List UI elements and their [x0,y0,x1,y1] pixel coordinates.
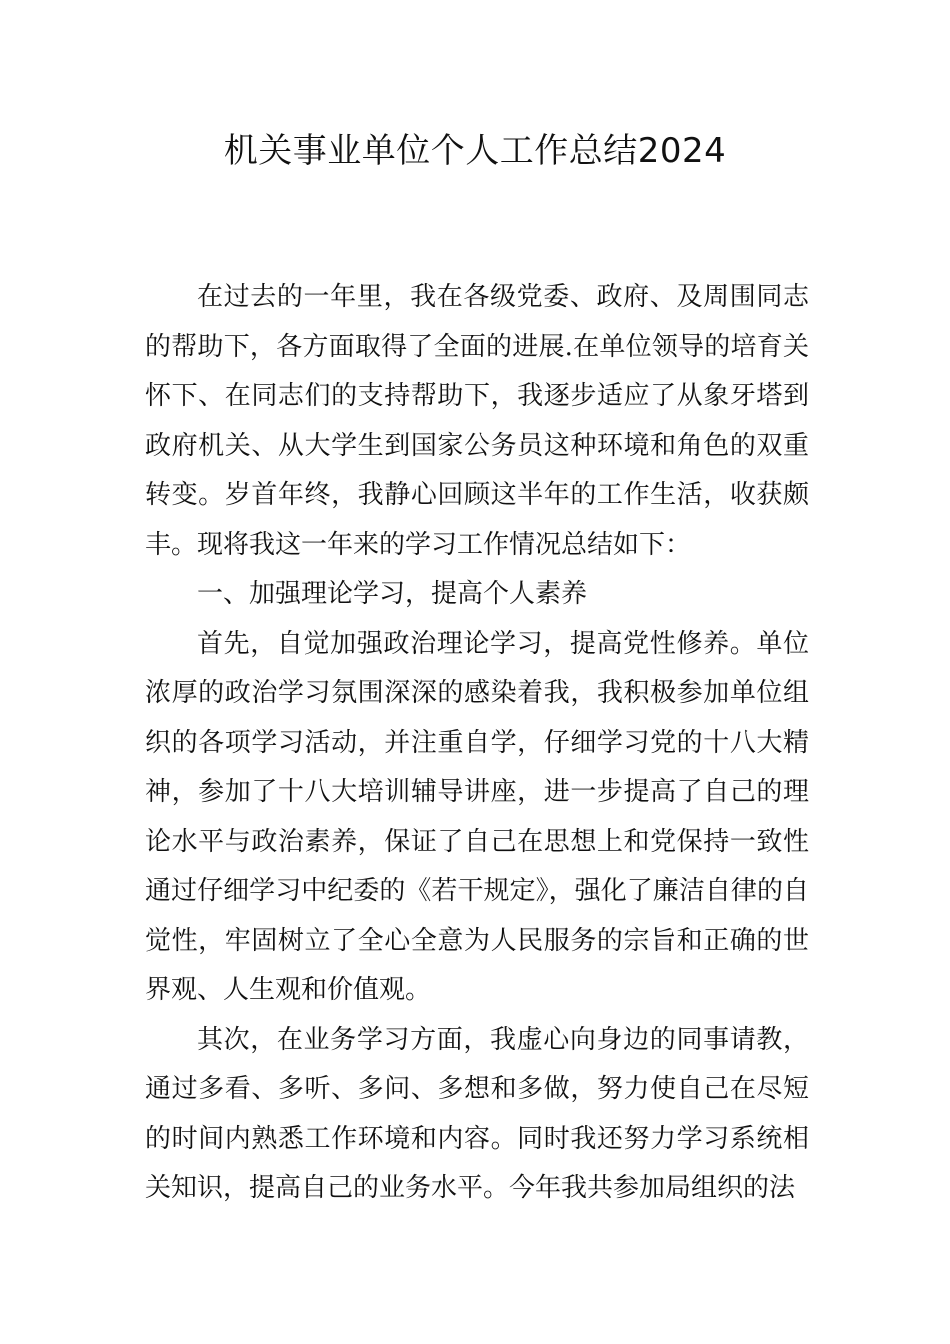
paragraph-theory-study: 首先，自觉加强政治理论学习，提高党性修养。单位浓厚的政治学习氛围深深的感染着我，我积极参加单位组织的各项学习活动，并注重自学，仔细学习党的十八大精神，参加了十八大培训辅导讲座，进一步提高了自己的理论水平与政治素养，保证了自己在思想上和党保持一致性通过仔细学习中纪委的《若干规定》，强化了廉洁自律的自觉性，牢固树立了全心全意为人民服务的宗旨和正确的世界观、人生观和价值观。 [145,628,809,1005]
document-title: 机关事业单位个人工作总结2024 [223,131,727,171]
paragraph-business-study: 其次，在业务学习方面，我虚心向身边的同事请教，通过多看、多听、多问、多想和多做，努力使自己在尽短的时间内熟悉工作环境和内容。同时我还努力学习系统相关知识，提高自己的业务水平。今年我共参加局组织的法 [145,1024,809,1203]
paragraph-intro: 在过去的一年里，我在各级党委、政府、及周围同志的帮助下，各方面取得了全面的进展.在单位领导的培育关怀下、在同志们的支持帮助下，我逐步适应了从象牙塔到政府机关、从大学生到国家公务员这种环境和角色的双重转变。岁首年终，我静心回顾这半年的工作生活，收获颇丰。现将我这一年来的学习工作情况总结如下： [145,282,809,560]
document-body [145,273,809,1214]
section-heading-1: 一、加强理论学习，提高个人素养 [197,579,588,609]
